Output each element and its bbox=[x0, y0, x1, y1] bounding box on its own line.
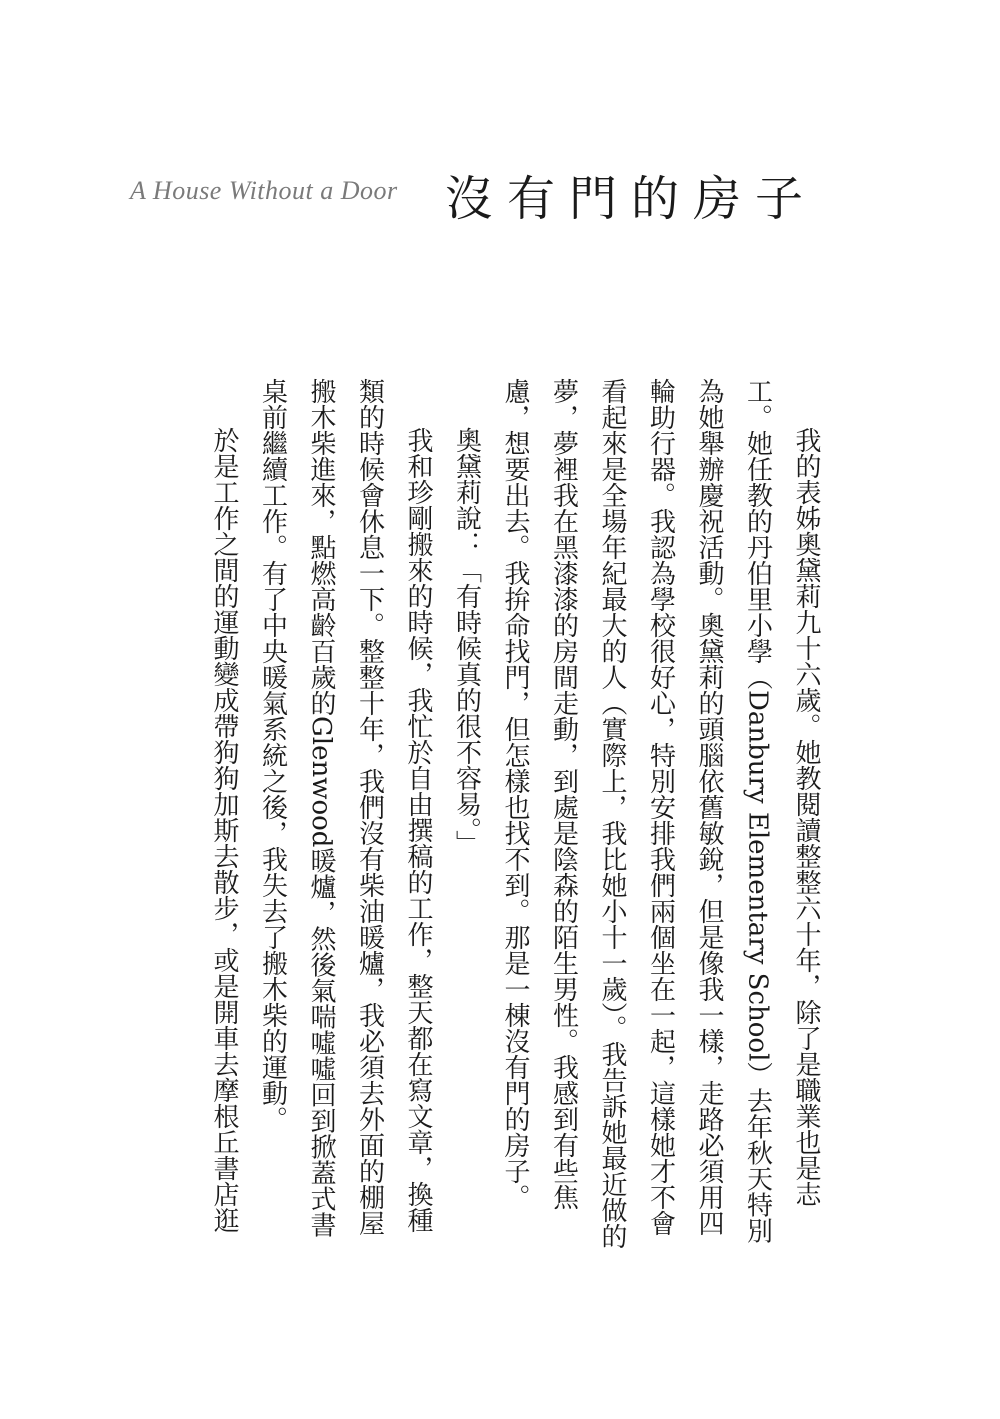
body-text-vertical bbox=[200, 378, 831, 1258]
paragraph-3: 我和珍剛搬來的時候，我忙於自由撰稿的工作，整天都在寫文章，換種類的時候會休息一下。整整十年，我們沒有柴油暖爐，我必須去外面的棚屋搬木柴進來，點燃高齡百歲的Glenwood暖爐，然後氣喘噓噓回到掀蓋式書桌前繼續工作。有了中央暖氣系統之後，我失去了搬木柴的運動。 bbox=[257, 378, 433, 1238]
paragraph-4: 於是工作之間的運動變成帶狗狗加斯去散步，或是開車去摩根丘書店逛 bbox=[209, 427, 239, 1234]
paragraph-2: 奧黛莉說：「有時候真的很不容易。」 bbox=[451, 427, 482, 857]
chapter-title-chinese: 沒有門的房子 bbox=[445, 171, 818, 227]
chapter-title-english: A House Without a Door bbox=[130, 176, 398, 205]
paragraph-1: 我的表姊奧黛莉九十六歲。她教閱讀整整六十年，除了是職業也是志工。她任教的丹伯里小學（Danbury Elementary School）去年秋天特別為她舉辦慶祝活動。奧黛莉的頭腦依舊敏銳，但是像我一樣，走路必須用四輪助行器。我認為學校很好心，特別安排我們兩個坐在一起，這樣她才不會看起來是全場年紀最大的人（實際上，我比她小十一歲）。我告訴她最近做的夢，夢裡我在黑漆漆的房間走動，到處是陰森的陌生男性。我感到有些焦慮，想要出去。我拚命找門，但怎樣也找不到。那是一棟沒有門的房子。 bbox=[500, 378, 821, 1249]
